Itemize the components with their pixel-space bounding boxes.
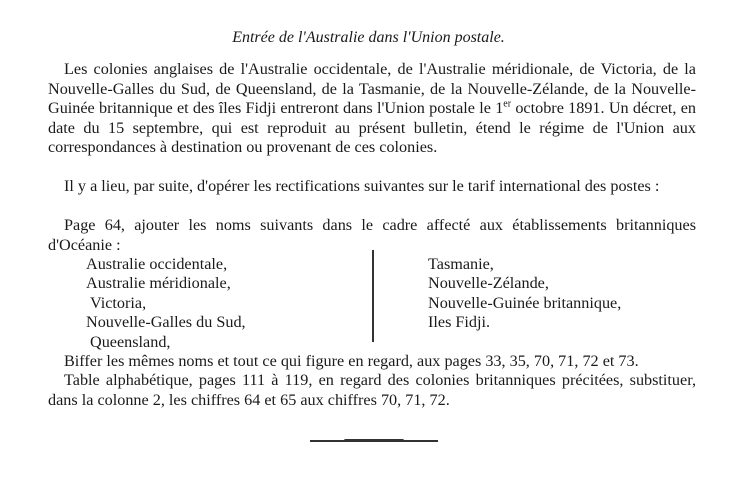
- colony-item: Queensland,: [90, 332, 171, 351]
- colonies-list-right: [428, 255, 621, 333]
- ordinal-superscript: er: [503, 98, 512, 110]
- announcement-text-start: Les colonies anglaises de l'Australie occidentale, de l'Australie méridionale, de Victoria, de la Nouvelle-Galles du Sud, de Queensland, de la Tasmanie, de la Nouvelle-Zélande, de la Nouvelle-Guinée britannique et des îles Fidji entreront dans l'Union postale le 1: [48, 60, 696, 118]
- colony-item: Victoria,: [90, 293, 147, 312]
- colonies-list-left: [86, 255, 246, 352]
- article-title: Entrée de l'Australie dans l'Union postale.: [232, 29, 505, 46]
- colony-item: Nouvelle-Guinée britannique,: [428, 293, 622, 312]
- colony-item: Australie occidentale,: [86, 255, 228, 273]
- paragraph-strike-names: Biffer les mêmes noms et tout ce qui figure en regard, aux pages 33, 35, 70, 71, 72 et 73.: [64, 352, 639, 370]
- paragraph-rectifications: Il y a lieu, par suite, d'opérer les rectifications suivantes sur le tarif international des postes :: [64, 177, 660, 195]
- closing-rule: [310, 440, 438, 442]
- colony-item: Iles Fidji.: [428, 313, 491, 332]
- column-divider: [372, 250, 374, 342]
- colony-item: Nouvelle-Galles du Sud,: [86, 313, 246, 332]
- colony-item: Tasmanie,: [428, 255, 494, 273]
- paragraph-alphabetical-table: Table alphabétique, pages 111 à 119, en regard des colonies britanniques précitées, substituer, dans la colonne 2, les chiffres 64 et 65 aux chiffres 70, 71, 72.: [48, 371, 696, 409]
- paragraph-page-64: Page 64, ajouter les noms suivants dans le cadre affecté aux établissements britanniques d'Océanie :: [48, 216, 696, 254]
- colony-item: Australie méridionale,: [86, 274, 231, 293]
- paragraph-announcement: [48, 60, 696, 158]
- announcement-text-end: octobre 1891. Un décret, en date du 15 septembre, qui est reproduit au présent bulletin, étend le régime de l'Union aux correspondances à destination ou provenant de ces colonies.: [48, 99, 696, 157]
- colony-item: Nouvelle-Zélande,: [428, 274, 549, 293]
